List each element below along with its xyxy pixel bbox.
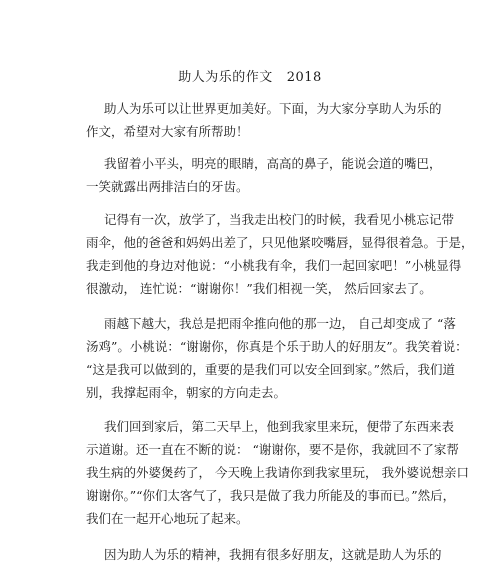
paragraph-rain-story — [86, 208, 474, 300]
paragraph-line: 因为助人为乐的精神，我拥有很多好朋友，这就是助人为乐的 — [104, 547, 442, 562]
paragraph-conclusion — [86, 543, 442, 566]
paragraph-line: 记得有一次，放学了，当我走出校门的时候，我看见小桃忘记带 — [104, 212, 455, 227]
title-year: 2018 — [286, 70, 322, 85]
paragraph-line: 一笑就露出两排洁白的牙齿。 — [86, 179, 249, 194]
paragraph-line: 别，我撑起雨伞，朝家的方向走去。 — [86, 385, 287, 400]
paragraph-umbrella — [86, 312, 468, 404]
paragraph-line: 我们在一起开心地玩了起来。 — [86, 511, 249, 526]
paragraph-line: 助人为乐可以让世界更加美好。下面，为大家分享助人为乐的 — [104, 101, 442, 116]
paragraph-line: 作文，希望对大家有所帮助！ — [86, 124, 249, 139]
paragraph-line: 雨伞，他的爸爸和妈妈出差了，只见他紧咬嘴唇，显得很着急。于是， — [86, 235, 474, 250]
paragraph-line: 我留着小平头，明亮的眼睛，高高的鼻子，能说会道的嘴巴， — [104, 156, 442, 171]
paragraph-line: 我走到他的身边对他说：“小桃我有伞，我们一起回家吧！”小桃显得 — [86, 258, 462, 273]
paragraph-intro — [86, 97, 442, 143]
paragraph-line: 很激动， 连忙说：“谢谢你！”我们相视一笑， 然后回家去了。 — [86, 281, 432, 296]
paragraph-line: 我生病的外婆煲药了， 今天晚上我请你到我家里玩， 我外婆说想亲口 — [86, 465, 469, 480]
paragraph-line: 示道谢。还一直在不断的说： “谢谢你，要不是你，我就回不了家帮 — [86, 442, 459, 457]
paragraph-line: “这是我可以做到的，重要的是我们可以安全回到家。”然后，我们道 — [86, 362, 456, 377]
paragraph-line: 我们回到家后，第二天早上，他到我家里来玩，便带了东西来表 — [104, 419, 455, 434]
paragraph-line: 谢谢你。”“你们太客气了，我只是做了我力所能及的事而已。”然后， — [86, 488, 456, 503]
document-title — [0, 66, 500, 85]
paragraph-line: 雨越下越大，我总是把雨伞推向他的那一边， 自己却变成了 “落 — [104, 316, 456, 331]
paragraph-thanks — [86, 415, 469, 530]
title-text: 助人为乐的作文 — [178, 70, 273, 85]
paragraph-description — [86, 152, 442, 198]
paragraph-line: 汤鸡”。小桃说：“谢谢你，你真是个乐于助人的好朋友”。我笑着说： — [86, 339, 468, 354]
